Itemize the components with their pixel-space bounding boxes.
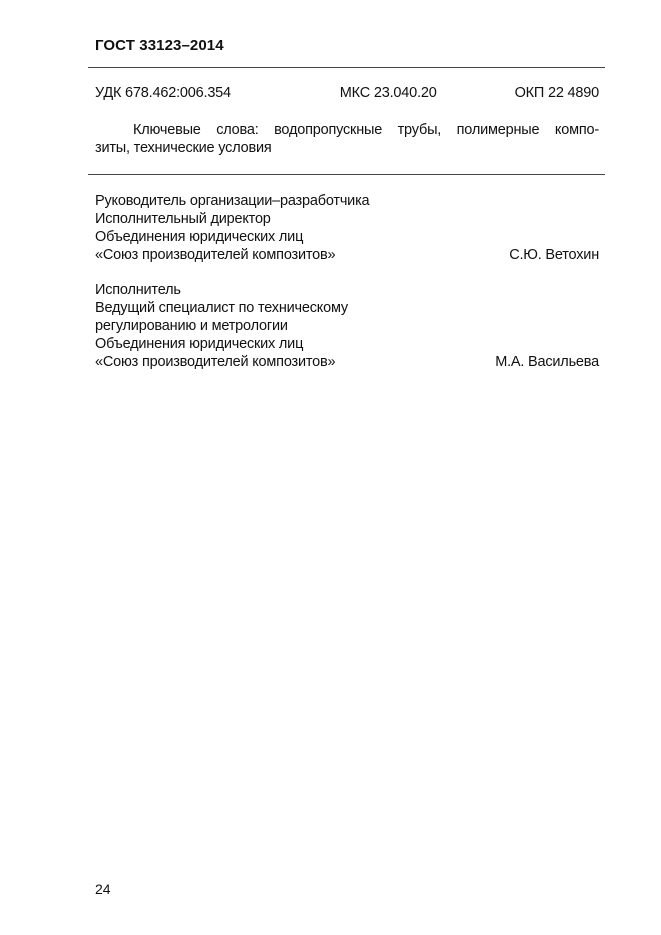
keywords-line-1: Ключевые слова: водопропускные трубы, полимерные компо- [133,122,599,138]
keywords-paragraph [95,121,599,157]
executor-line-1: Исполнитель [95,282,181,298]
executor-block [95,281,599,371]
mks-code: МКС 23.040.20 [339,85,437,101]
keywords-line-2: зиты, технические условия [95,140,272,156]
document-header: ГОСТ 33123–2014 [95,37,224,54]
developer-head-line-4: «Союз производителей композитов» [95,247,336,263]
top-divider [88,67,605,68]
classification-row [95,85,599,101]
executor-line-5: «Союз производителей композитов» [95,354,336,370]
developer-head-signatory: С.Ю. Ветохин [509,247,599,263]
executor-line-4: Объединения юридических лиц [95,336,304,352]
executor-line-3: регулированию и метрологии [95,318,288,334]
executor-line-2: Ведущий специалист по техническому [95,300,348,316]
developer-head-line-3: Объединения юридических лиц [95,229,304,245]
executor-signatory: М.А. Васильева [495,354,599,370]
bottom-divider [88,174,605,175]
developer-head-line-1: Руководитель организации–разработчика [95,193,370,209]
okp-code: ОКП 22 4890 [514,85,599,101]
developer-head-block [95,192,599,264]
udk-code: УДК 678.462:006.354 [95,85,231,101]
page-number: 24 [95,881,111,897]
developer-head-line-2: Исполнительный директор [95,211,271,227]
